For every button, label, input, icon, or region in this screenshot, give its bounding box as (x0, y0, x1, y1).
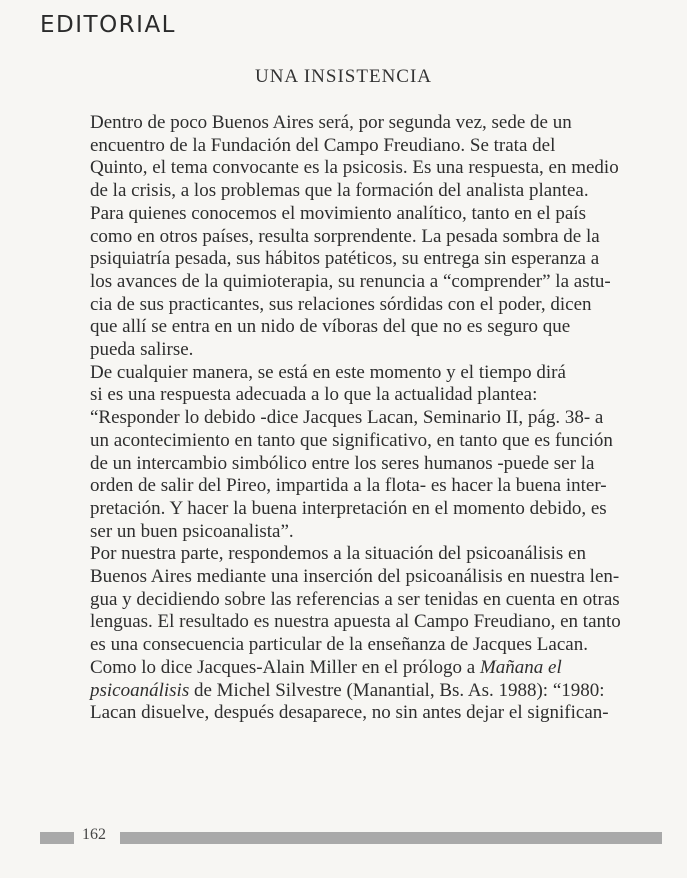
text-run: Como lo dice Jacques-Alain Miller en el prólogo a (90, 656, 480, 678)
text-line: Buenos Aires mediante una inserción del psicoanálisis en nuestra len- (90, 566, 620, 588)
text-line (40, 657, 662, 680)
article-body (40, 112, 662, 725)
paragraph-2 (40, 362, 662, 544)
text-line: de un intercambio simbólico entre los seres humanos -puede ser la (90, 452, 595, 474)
page-number: 162 (82, 826, 106, 843)
text-line: es una consecuencia particular de la enseñanza de Jacques Lacan. (90, 634, 588, 656)
article-title: UNA INSISTENCIA (254, 66, 433, 87)
paragraph-1 (40, 112, 662, 362)
footer-bar-right (120, 832, 662, 844)
text-line: “Responder lo debido -dice Jacques Lacan, Seminario II, pág. 38- a (90, 407, 604, 429)
page-footer (40, 826, 662, 848)
text-line: como en otros países, resulta sorprendente. La pesada sombra de la (90, 225, 600, 247)
text-line: los avances de la quimioterapia, su renuncia a “comprender” la astu- (90, 270, 611, 292)
footer-bar-left (40, 832, 74, 844)
text-line: cia de sus practicantes, sus relaciones sórdidas con el poder, dicen (90, 293, 592, 315)
text-line: pretación. Y hacer la buena interpretación en el momento debido, es (90, 497, 607, 519)
book-title-italic: psicoanálisis (90, 679, 190, 701)
text-line: psiquiatría pesada, sus hábitos patéticos, su entrega sin esperanza a (90, 248, 600, 270)
text-line: si es una respuesta adecuada a lo que la actualidad plantea: (90, 384, 538, 406)
text-line: Quinto, el tema convocante es la psicosis. Es una respuesta, en medio (90, 157, 619, 179)
paragraph-3 (40, 543, 662, 657)
text-line: lenguas. El resultado es nuestra apuesta al Campo Freudiano, en tanto (90, 611, 621, 633)
text-line: Lacan disuelve, después desaparece, no sin antes dejar el significan- (90, 702, 609, 724)
text-line: pueda salirse. (90, 339, 194, 361)
paragraph-4 (40, 657, 662, 725)
text-line: ser un buen psicoanalista”. (90, 520, 294, 542)
text-line: gua y decidiendo sobre las referencias a ser tenidas en cuenta en otras (90, 588, 620, 610)
text-line: encuentro de la Fundación del Campo Freudiano. Se trata del (90, 134, 556, 156)
text-line (40, 680, 662, 703)
text-run: de Michel Silvestre (Manantial, Bs. As. 1988): “1980: (189, 679, 605, 701)
text-line: que allí se entra en un nido de víboras del que no es seguro que (90, 316, 571, 338)
text-line: Por nuestra parte, respondemos a la situación del psicoanálisis en (90, 543, 586, 565)
text-line: Para quienes conocemos el movimiento analítico, tanto en el país (90, 202, 586, 224)
text-line: De cualquier manera, se está en este momento y el tiempo dirá (90, 361, 566, 383)
text-line: orden de salir del Pireo, impartida a la flota- es hacer la buena inter- (90, 475, 607, 497)
book-title-italic: Mañana el (479, 656, 562, 678)
text-line: Dentro de poco Buenos Aires será, por segunda vez, sede de un (90, 112, 572, 133)
section-label: EDITORIAL (40, 12, 176, 38)
text-line: un acontecimiento en tanto que significativo, en tanto que es función (90, 429, 613, 451)
text-line: de la crisis, a los problemas que la formación del analista plantea. (90, 180, 589, 202)
